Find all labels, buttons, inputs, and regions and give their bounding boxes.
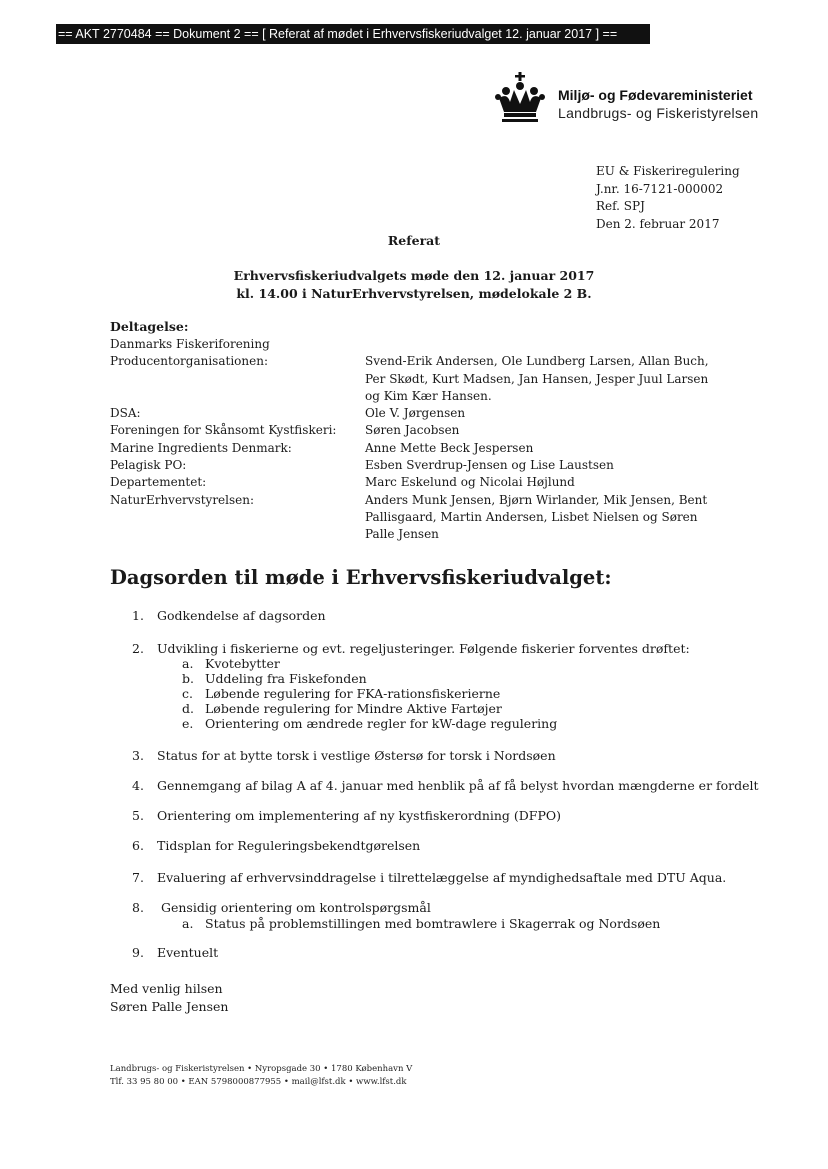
- agenda-item-text: Evaluering af erhvervsinddragelse i tilrettelæggelse af myndighedsaftale med DTU Aqua.: [157, 870, 727, 885]
- agenda-subitem-text: Løbende regulering for FKA-rationsfiskerierne: [205, 686, 501, 701]
- meta-date: Den 2. februar 2017: [596, 216, 720, 231]
- agenda-item-text: Godkendelse af dagsorden: [157, 608, 326, 623]
- meta-journal-number: J.nr. 16-7121-000002: [596, 181, 724, 196]
- agenda-item-text: Gensidig orientering om kontrolspørgsmål: [161, 900, 431, 915]
- meeting-info: [0, 267, 828, 303]
- closing-greeting: Med venlig hilsen: [110, 981, 223, 996]
- participant-org: Pelagisk PO:: [110, 458, 187, 473]
- agenda-item-number: 5.: [132, 808, 144, 823]
- participant-row: [110, 440, 725, 457]
- agenda-item-text: Status for at bytte torsk i vestlige Østersø for torsk i Nordsøen: [157, 748, 556, 763]
- agenda-item-text: Eventuelt: [157, 945, 219, 960]
- participant-org: Marine Ingredients Denmark:: [110, 440, 292, 455]
- agenda-subitem-letter: c.: [182, 686, 193, 701]
- agenda-item-number: 4.: [132, 778, 144, 793]
- participant-row: [110, 336, 725, 353]
- participant-names: Svend-Erik Andersen, Ole Lundberg Larsen, Allan Buch, Per Skødt, Kurt Madsen, Jan Hansen, Jesper Juul Larsen og Kim Kær Hansen.: [365, 354, 709, 403]
- participant-org: Departementet:: [110, 475, 207, 490]
- participants-heading: Deltagelse:: [110, 319, 189, 334]
- agenda-subitem-letter: a.: [182, 656, 194, 671]
- participant-org: NaturErhvervstyrelsen:: [110, 492, 255, 507]
- agenda-item-number: 3.: [132, 748, 144, 763]
- closing-signature-name: Søren Palle Jensen: [110, 999, 229, 1014]
- footer-contact: Tlf. 33 95 80 00 • EAN 5798000877955 • mail@lfst.dk • www.lfst.dk: [110, 1076, 407, 1087]
- participant-row: [110, 492, 725, 544]
- document-meta: [596, 163, 740, 233]
- participant-names: Søren Jacobsen: [365, 423, 460, 438]
- agenda-item-number: 9.: [132, 945, 144, 960]
- closing: [110, 980, 228, 1016]
- agenda-subitem-text: Uddeling fra Fiskefonden: [205, 671, 367, 686]
- agenda-item-text: Udvikling i fiskerierne og evt. regeljusteringer. Følgende fiskerier forventes drøftet:: [157, 641, 690, 656]
- participant-names: Marc Eskelund og Nicolai Højlund: [365, 475, 575, 490]
- agenda-item-text: Orientering om implementering af ny kystfiskerordning (DFPO): [157, 808, 562, 823]
- document-stamp: == AKT 2770484 == Dokument 2 == [ Referat af mødet i Erhvervsfiskeriudvalget 12. januar 2017 ] ==: [56, 24, 650, 44]
- participant-org: Producentorganisationen:: [110, 354, 268, 369]
- participant-row: [110, 422, 725, 439]
- agenda-item-number: 1.: [132, 608, 144, 623]
- agenda-item-text: Tidsplan for Reguleringsbekendtgørelsen: [157, 838, 421, 853]
- meta-department: EU & Fiskeriregulering: [596, 164, 740, 178]
- agenda-subitem-text: Kvotebytter: [205, 656, 280, 671]
- participant-names: Anders Munk Jensen, Bjørn Wirlander, Mik Jensen, Bent Pallisgaard, Martin Andersen, Lisbet Nielsen og Søren Palle Jensen: [365, 492, 708, 542]
- agenda-subitem-text: Løbende regulering for Mindre Aktive Fartøjer: [205, 701, 502, 716]
- agency-name: Landbrugs- og Fiskeristyrelsen: [558, 105, 759, 121]
- participant-names: Ole V. Jørgensen: [365, 406, 466, 421]
- participant-row: [110, 474, 725, 491]
- agenda-item-text: Gennemgang af bilag A af 4. januar med henblik på af få belyst hvordan mængderne er fordelt: [157, 778, 759, 793]
- footer: [110, 1063, 412, 1088]
- participant-names: [365, 336, 725, 353]
- participant-org: Danmarks Fiskeriforening: [110, 337, 270, 351]
- participant-row: [110, 405, 725, 422]
- meta-reference: Ref. SPJ: [596, 199, 645, 213]
- agenda-subitem-text: Status på problemstillingen med bomtrawlere i Skagerrak og Nordsøen: [205, 916, 661, 931]
- meeting-line-2: kl. 14.00 i NaturErhvervstyrelsen, mødelokale 2 B.: [236, 286, 592, 301]
- agenda-item-number: 6.: [132, 838, 144, 853]
- ministry-logo: [494, 72, 784, 132]
- footer-address: Landbrugs- og Fiskeristyrelsen • Nyropsgade 30 • 1780 København V: [110, 1064, 413, 1074]
- agenda-subitem-letter: b.: [182, 671, 194, 686]
- meeting-line-1: Erhvervsfiskeriudvalgets møde den 12. januar 2017: [233, 268, 595, 283]
- agenda-subitem-letter: a.: [182, 916, 194, 931]
- participant-org: DSA:: [110, 406, 141, 421]
- agenda-item-number: 2.: [132, 641, 144, 656]
- ministry-name: Miljø- og Fødevareministeriet: [558, 87, 753, 103]
- agenda-item-number: 7.: [132, 870, 144, 885]
- participant-row: [110, 457, 725, 474]
- agenda-heading: Dagsorden til møde i Erhvervsfiskeriudvalget:: [110, 566, 612, 589]
- agenda-item-number: 8.: [132, 900, 144, 915]
- participant-names: Esben Sverdrup-Jensen og Lise Laustsen: [365, 458, 614, 473]
- participants-list: [110, 336, 725, 544]
- participant-org: Foreningen for Skånsomt Kystfiskeri:: [110, 423, 337, 438]
- agenda-subitem-text: Orientering om ændrede regler for kW-dage regulering: [205, 716, 558, 731]
- participant-names: Anne Mette Beck Jespersen: [365, 440, 534, 455]
- crown-icon: [494, 72, 546, 124]
- agenda-subitem-letter: d.: [182, 701, 194, 716]
- participant-row: [110, 353, 725, 405]
- agenda-subitem-letter: e.: [182, 716, 194, 731]
- document-title: Referat: [387, 233, 441, 248]
